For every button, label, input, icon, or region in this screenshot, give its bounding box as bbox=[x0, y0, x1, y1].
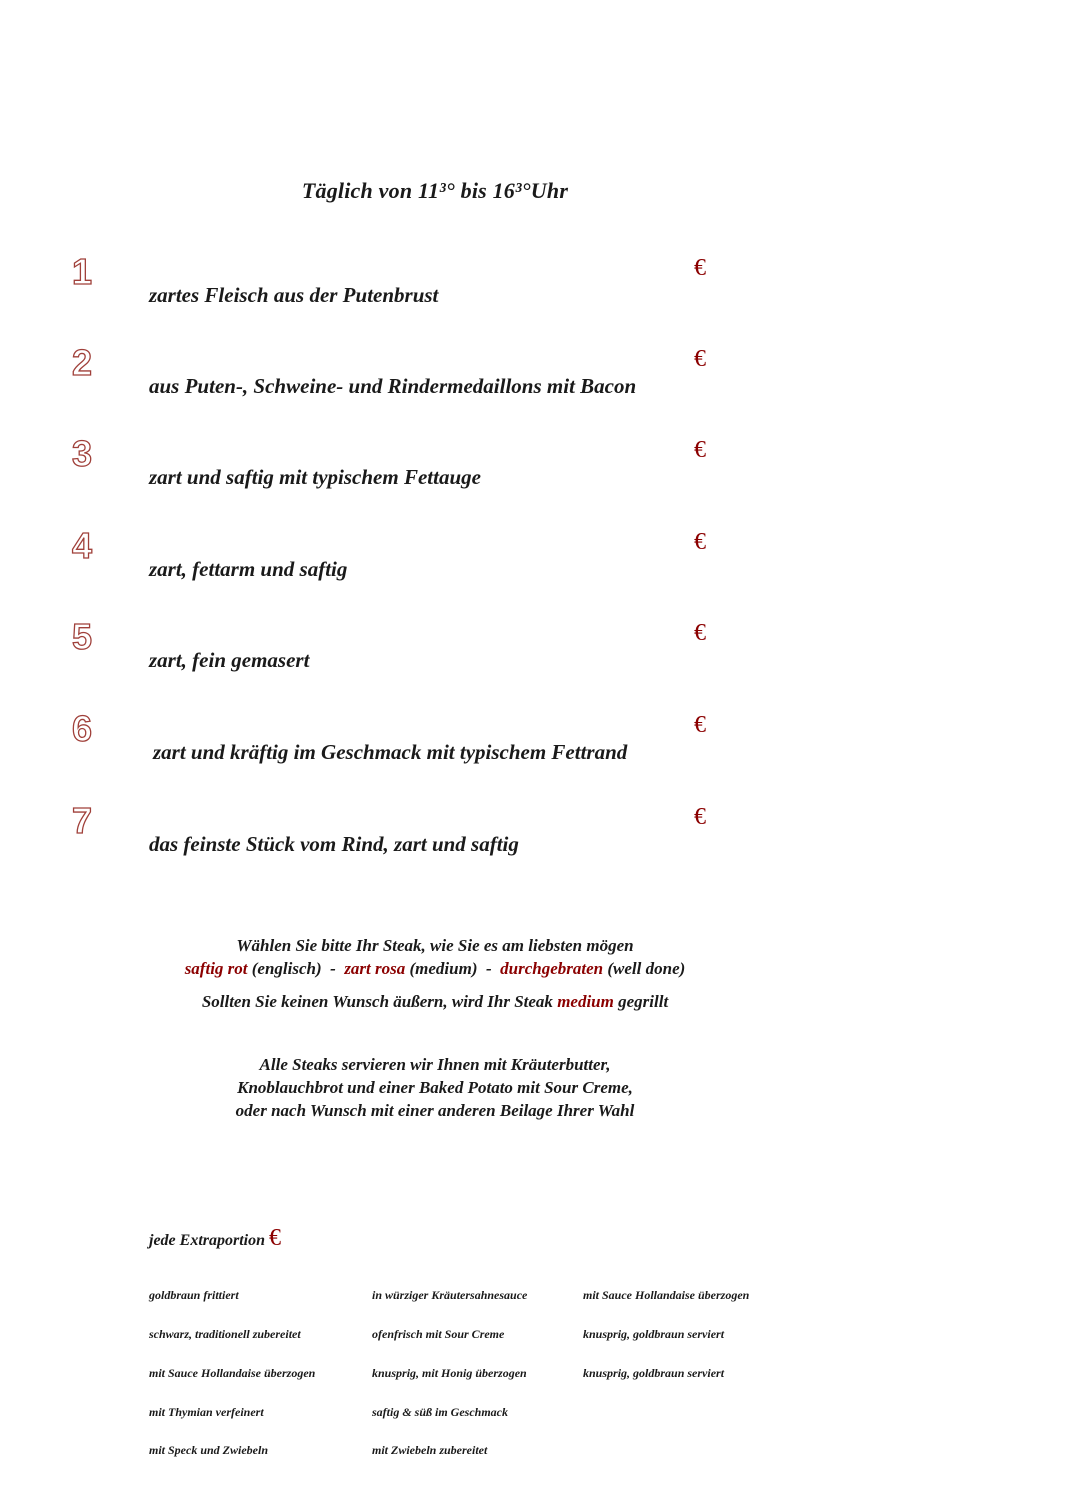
doneness-info bbox=[0, 934, 870, 1013]
price-currency: € bbox=[694, 255, 706, 281]
price-currency: € bbox=[694, 529, 706, 555]
menu-item bbox=[0, 433, 1065, 526]
side-dish: mit Sauce Hollandaise überzogen bbox=[583, 1288, 750, 1302]
extra-portion-currency: € bbox=[269, 1225, 282, 1251]
doneness-rare: saftig rot bbox=[184, 959, 248, 978]
item-description: zartes Fleisch aus der Putenbrust bbox=[149, 283, 439, 307]
side-dish: knusprig, goldbraun serviert bbox=[583, 1327, 725, 1341]
side-dish: knusprig, mit Honig überzogen bbox=[372, 1366, 527, 1380]
side-dish: mit Speck und Zwiebeln bbox=[149, 1443, 269, 1457]
item-description: zart, fettarm und saftig bbox=[149, 557, 348, 581]
doneness-well: durchgebraten bbox=[500, 959, 604, 978]
sides-note-line: Knoblauchbrot und einer Baked Potato mit Sour Creme, bbox=[237, 1078, 633, 1097]
item-description: zart und saftig mit typischem Fettauge bbox=[149, 465, 481, 489]
side-dish: mit Zwiebeln zubereitet bbox=[372, 1443, 488, 1457]
doneness-rare-en: (englisch) bbox=[251, 959, 322, 978]
doneness-separator: - bbox=[486, 959, 492, 978]
opening-hours-heading: Täglich von 11³° bis 16³°Uhr bbox=[301, 178, 569, 203]
doneness-separator: - bbox=[330, 959, 336, 978]
price-currency: € bbox=[694, 804, 706, 830]
item-number: 4 bbox=[72, 525, 93, 566]
side-dish: mit Sauce Hollandaise überzogen bbox=[149, 1366, 316, 1380]
extra-portion bbox=[149, 1225, 281, 1254]
item-number: 6 bbox=[72, 708, 93, 749]
note-text: gegrillt bbox=[618, 992, 669, 1011]
side-dish: mit Thymian verfeinert bbox=[149, 1405, 264, 1419]
side-dish: saftig & süß im Geschmack bbox=[372, 1405, 509, 1419]
price-currency: € bbox=[694, 437, 706, 463]
doneness-well-en: (well done) bbox=[607, 959, 686, 978]
item-description: zart, fein gemasert bbox=[149, 648, 310, 672]
price-currency: € bbox=[694, 620, 706, 646]
doneness-medium: zart rosa bbox=[344, 959, 406, 978]
item-number: 2 bbox=[72, 342, 93, 383]
side-dish: goldbraun frittiert bbox=[149, 1288, 239, 1302]
side-dish: schwarz, traditionell zubereitet bbox=[149, 1327, 301, 1341]
item-description: aus Puten-, Schweine- und Rindermedaillons mit Bacon bbox=[149, 374, 637, 398]
menu-item bbox=[0, 616, 1065, 709]
note-medium: medium bbox=[557, 992, 614, 1011]
side-dish: in würziger Kräutersahnesauce bbox=[372, 1288, 528, 1302]
doneness-medium-en: (medium) bbox=[409, 959, 478, 978]
price-currency: € bbox=[694, 346, 706, 372]
item-number: 7 bbox=[72, 800, 93, 841]
price-currency: € bbox=[694, 712, 706, 738]
item-number: 5 bbox=[72, 616, 93, 657]
menu-item bbox=[0, 251, 1065, 344]
sides-note-line: Alle Steaks servieren wir Ihnen mit Kräuterbutter, bbox=[259, 1055, 611, 1074]
doneness-intro: Wählen Sie bitte Ihr Steak, wie Sie es am liebsten mögen bbox=[236, 936, 634, 955]
menu-item bbox=[0, 800, 1065, 893]
extra-portion-label: jede Extraportion bbox=[149, 1232, 266, 1249]
note-text: Sollten Sie keinen Wunsch äußern, wird Ihr Steak bbox=[201, 992, 553, 1011]
side-dish: ofenfrisch mit Sour Creme bbox=[372, 1327, 505, 1341]
default-doneness-note bbox=[0, 990, 870, 1013]
item-number: 3 bbox=[72, 433, 93, 474]
side-dish: knusprig, goldbraun serviert bbox=[583, 1366, 725, 1380]
menu-item bbox=[0, 342, 1065, 435]
sides-included-note bbox=[0, 1053, 870, 1122]
menu-item bbox=[0, 525, 1065, 618]
item-number: 1 bbox=[72, 251, 93, 292]
menu-item bbox=[0, 708, 1065, 801]
item-description: zart und kräftig im Geschmack mit typischem Fettrand bbox=[153, 740, 628, 764]
sides-note-line: oder nach Wunsch mit einer anderen Beilage Ihrer Wahl bbox=[235, 1101, 635, 1120]
item-description: das feinste Stück vom Rind, zart und saftig bbox=[149, 832, 519, 856]
